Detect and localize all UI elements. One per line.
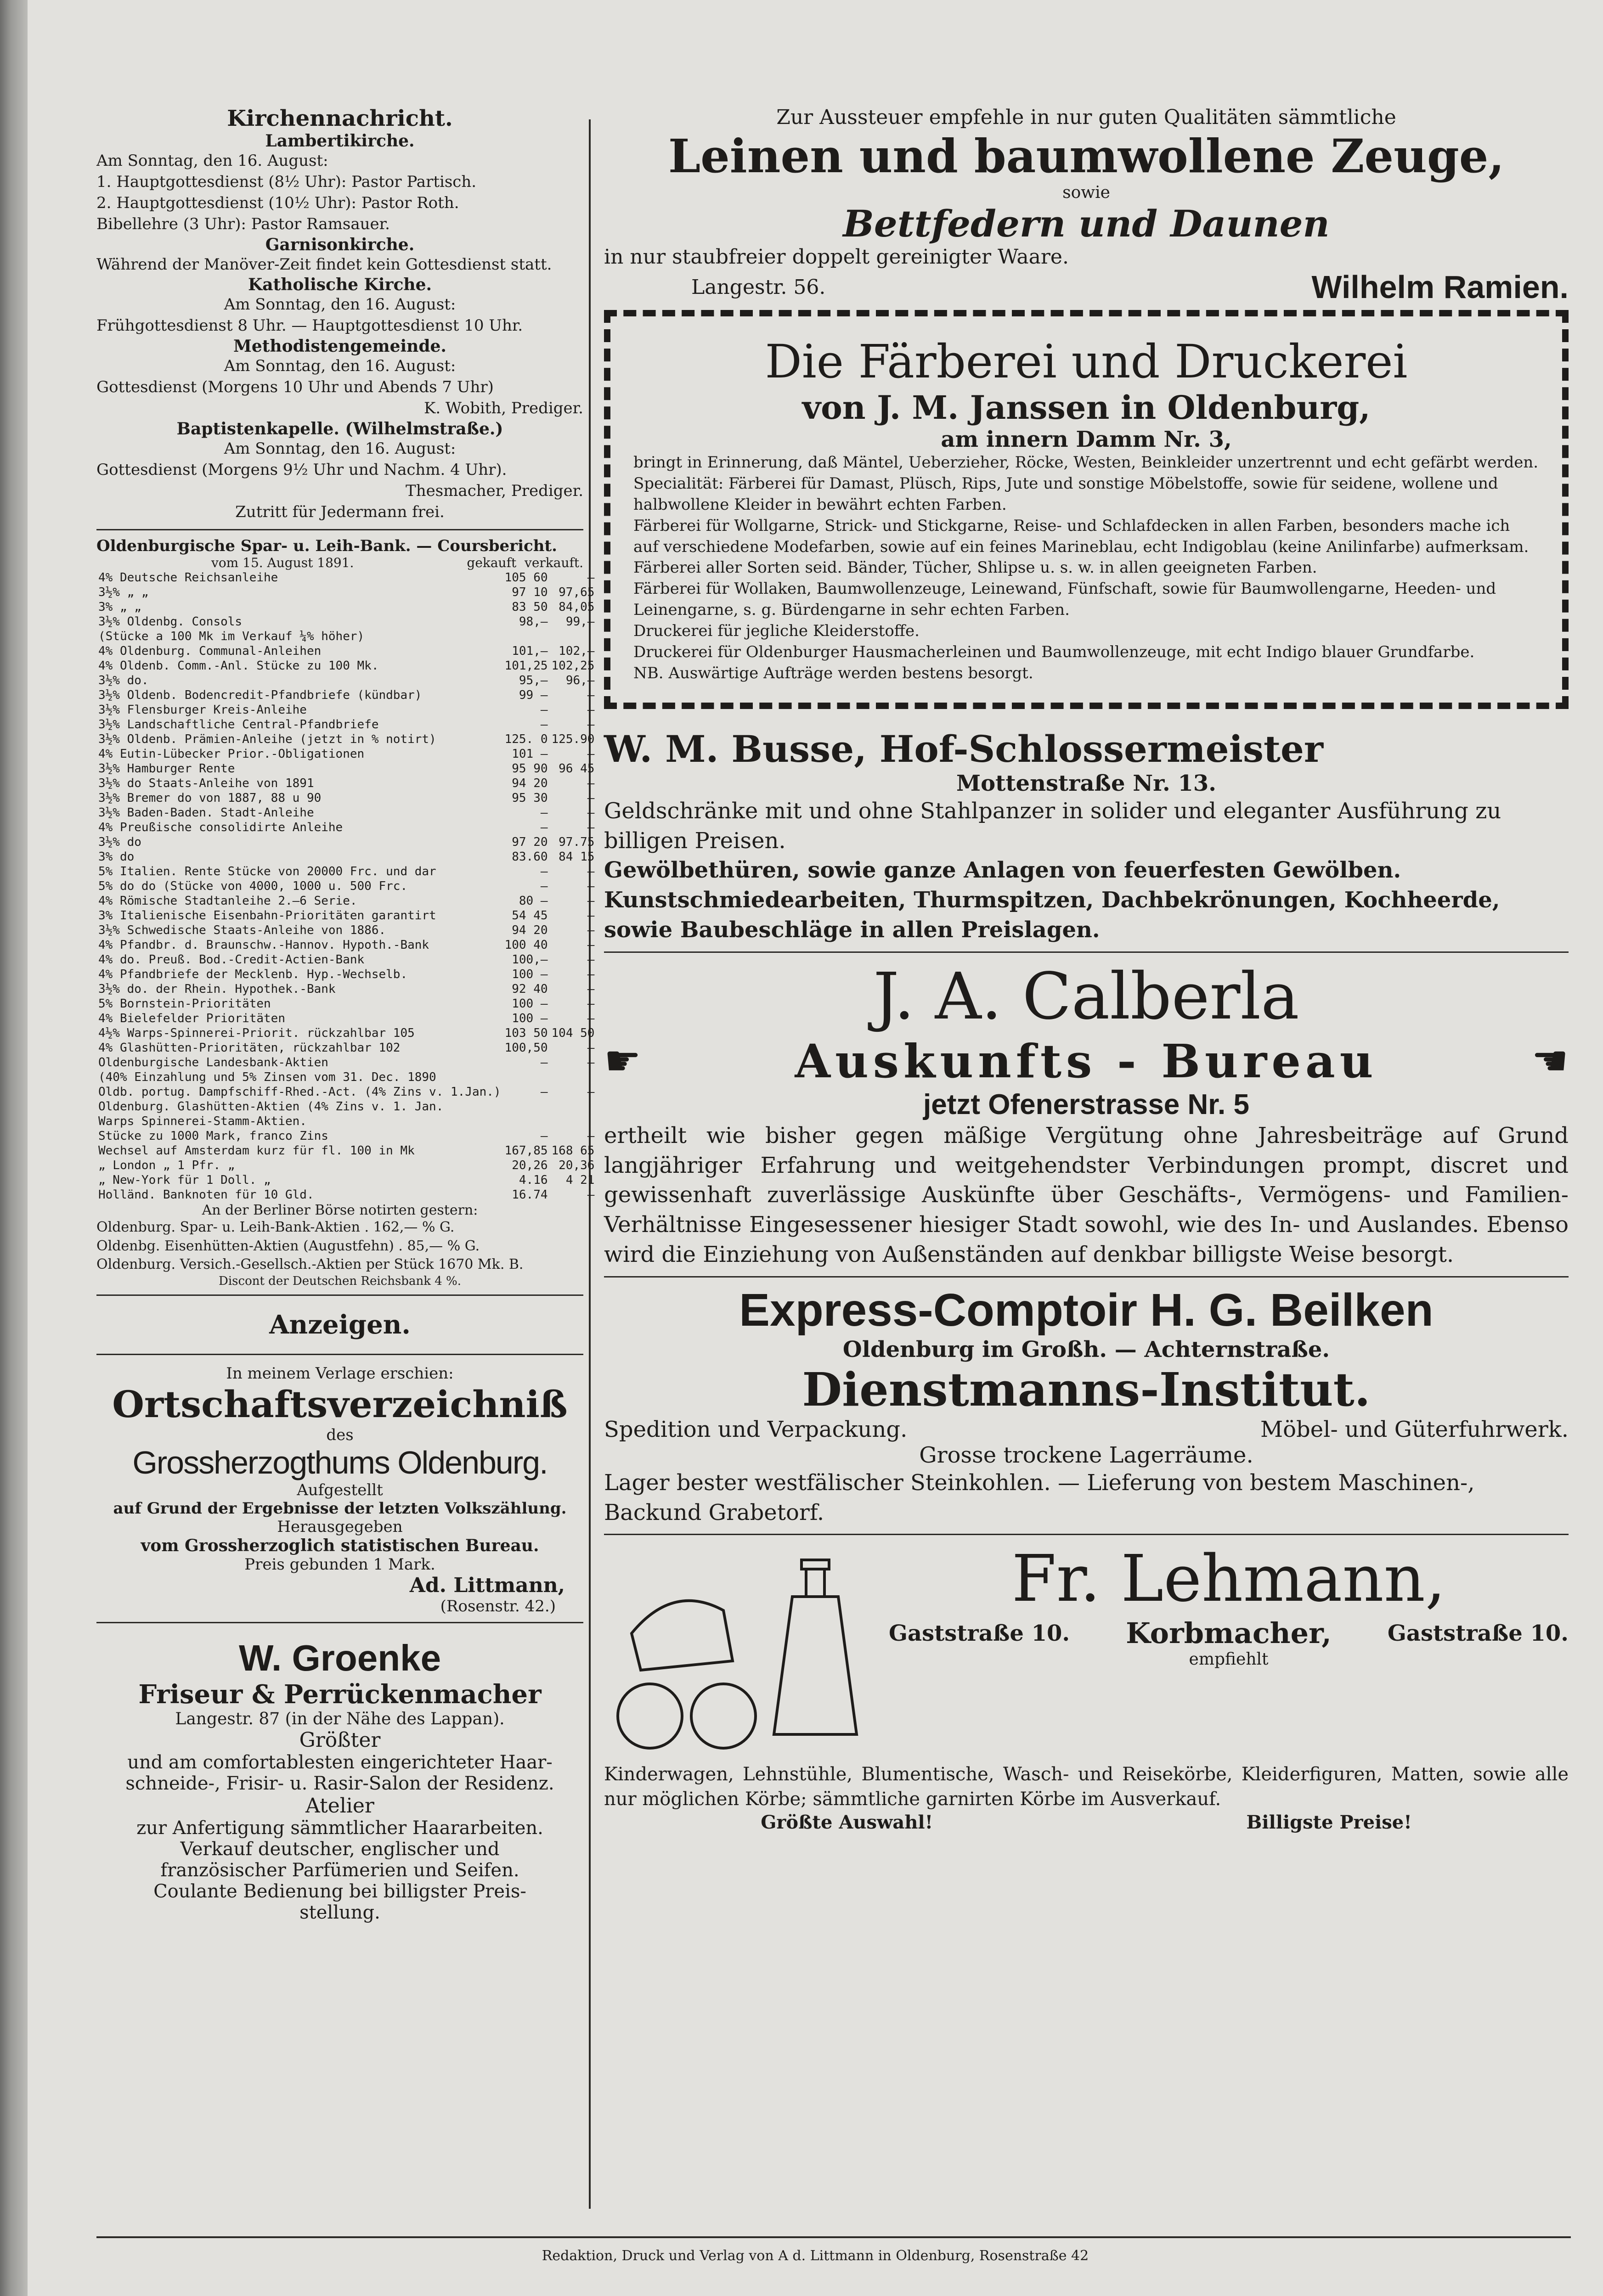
ramien-intro: Zur Aussteuer empfehle in nur guten Qualitäten sämmtliche <box>776 106 1396 129</box>
kurs-verkauft <box>550 629 597 644</box>
kurs-verkauft: 97,65 <box>559 585 595 600</box>
kurs-name: 3½% Oldenb. Prämien-Anleihe (jetzt in % notirt) <box>98 732 436 747</box>
kurs-row <box>96 908 596 923</box>
groenke-line: Verkauf deutscher, englischer und <box>180 1838 500 1860</box>
kurs-row <box>96 791 596 805</box>
baptisten-line: Zutritt für Jedermann frei. <box>235 502 445 521</box>
kurs-gekauft: 54 45 <box>512 909 548 923</box>
beilken-row <box>604 1417 1569 1442</box>
left-column <box>96 106 595 1923</box>
kurs-name: Wechsel auf Amsterdam kurz für fl. 100 in Mk <box>98 1144 415 1158</box>
kurs-row <box>96 850 596 864</box>
ramien-footer <box>604 269 1569 305</box>
kirche-title: Kirchennachricht. <box>227 106 453 131</box>
busse-title: W. M. Busse, Hof-Schlossermeister <box>604 727 1324 771</box>
kurs-row <box>96 1085 596 1099</box>
kurs-row <box>96 805 596 820</box>
kurs-verkauft: — <box>587 791 595 805</box>
kurs-row <box>96 1143 596 1158</box>
kurs-verkauft: — <box>587 909 595 923</box>
ramien-headline: Leinen und baumwollene Zeuge, <box>668 129 1505 183</box>
kurs-date: vom 15. August 1891. <box>211 555 354 571</box>
kurs-row <box>96 938 596 952</box>
divider <box>604 1276 1569 1277</box>
kurs-name: 4% Pfandbr. d. Braunschw.-Hannov. Hypoth.-Bank <box>98 938 429 952</box>
kurs-verkauft: 84 15 <box>559 850 595 864</box>
kurs-verkauft <box>550 1114 597 1129</box>
kurs-name: 3½% do Staats-Anleihe von 1891 <box>98 777 314 791</box>
kurs-row <box>96 747 596 761</box>
katholisch-line: Frühgottesdienst 8 Uhr. — Hauptgottesdienst 10 Uhr. <box>96 316 523 335</box>
kurs-gekauft: 94 20 <box>512 923 548 938</box>
divider <box>96 1622 583 1623</box>
kurs-gekauft: — <box>540 1129 548 1143</box>
janssen-para: Druckerei für jegliche Kleiderstoffe. <box>633 622 920 641</box>
kurs-name: (Stücke a 100 Mk im Verkauf ¼% höher) <box>98 630 365 644</box>
kurs-gekauft: 95 90 <box>512 762 548 776</box>
kurs-verkauft: 4 21 <box>565 1173 595 1187</box>
methodisten-heading: Methodistengemeinde. <box>233 337 446 356</box>
kurs-gekauft: 4.16 <box>519 1173 548 1187</box>
kurs-verkauft: 96,— <box>565 674 595 688</box>
kurs-verkauft: — <box>587 1188 595 1202</box>
kurs-name: 3½% „ „ <box>98 585 149 600</box>
kurs-row <box>96 644 596 658</box>
kurs-row <box>96 894 596 908</box>
janssen-para: Specialität: Färberei für Damast, Plüsch, Rips, Jute und sonstige Möbelstoffe, sowie für seidene, wollene und halbwollene Kleider in bewährt echten Farben. <box>633 474 1498 514</box>
groenke-address: Langestr. 87 (in der Nähe des Lappan). <box>175 1709 505 1728</box>
kurs-row <box>96 732 596 747</box>
katholisch-line: Am Sonntag, den 16. August: <box>224 295 456 314</box>
kurs-row <box>96 761 596 776</box>
methodisten-line: K. Wobith, Prediger. <box>423 399 583 418</box>
kurs-verkauft: — <box>587 938 595 952</box>
kurs-name: 3½% Baden-Baden. Stadt-Anleihe <box>98 806 314 820</box>
kurs-gekauft: — <box>540 821 548 835</box>
newspaper-page <box>28 0 1603 2296</box>
janssen-para: Färberei für Wollgarne, Strick- und Stickgarne, Reise- und Schlafdecken in allen Farben, besonders mache ich auf verschiedene Modefarben, sowie auf ein feines Marineblau, echt Indigoblau (keine Anilinfarbe) aufmerksam. <box>633 516 1529 556</box>
kurs-name: 4% Pfandbriefe der Mecklenb. Hyp.-Wechselb. <box>98 968 408 982</box>
kurs-gekauft: — <box>540 879 548 894</box>
kurs-verkauft: — <box>587 821 595 835</box>
berlin-line: Oldenburg. Versich.-Gesellsch.-Aktien per Stück 1670 Mk. B. <box>96 1256 524 1273</box>
kurs-gekauft: 103 50 <box>504 1026 548 1041</box>
methodisten-line: Am Sonntag, den 16. August: <box>224 357 456 376</box>
kurs-gekauft: 101 — <box>512 747 548 761</box>
methodisten-line: Gottesdienst (Morgens 10 Uhr und Abends 7 Uhr) <box>96 378 494 397</box>
kurs-verkauft: — <box>587 923 595 938</box>
kurs-name: 5% Bornstein-Prioritäten <box>98 997 271 1011</box>
kurs-row <box>96 1114 596 1129</box>
kurs-row <box>96 1055 596 1070</box>
pointing-hand-left-icon: ☚ <box>1531 1037 1569 1086</box>
kurs-name: 3% „ „ <box>98 600 141 614</box>
beilken-title: Express-Comptoir H. G. Beilken <box>739 1284 1434 1336</box>
kurs-row <box>96 1041 596 1055</box>
kurs-verkauft: 20,36 <box>559 1159 595 1173</box>
lehmann-empfiehlt: empfiehlt <box>1189 1650 1269 1669</box>
kurs-row <box>96 673 596 688</box>
kurs-gekauft: 83 50 <box>512 600 548 614</box>
kurs-gekauft: — <box>540 703 548 717</box>
busse-line: Kunstschmiedearbeiten, Thurmspitzen, Dachbekrönungen, Kochheerde, sowie Baubeschläge in allen Preislagen. <box>604 887 1500 943</box>
ramien-line: in nur staubfreier doppelt gereinigter Waare. <box>604 245 1069 269</box>
kurs-gekauft: 167,85 <box>504 1144 548 1158</box>
kurs-name: (40% Einzahlung und 5% Zinsen vom 31. Dec. 1890 <box>98 1070 436 1085</box>
kurs-row <box>96 952 596 967</box>
ramien-address: Langestr. 56. <box>691 275 826 299</box>
lehmann-footer <box>604 1812 1569 1833</box>
lamberti-line: Bibellehre (3 Uhr): Pastor Ramsauer. <box>96 214 390 233</box>
kurs-gekauft: 83.60 <box>512 850 548 864</box>
kurs-verkauft: — <box>587 1085 595 1099</box>
kurs-name: 3½% do. der Rhein. Hypothek.-Bank <box>98 982 336 996</box>
pointing-hand-right-icon: ☛ <box>604 1037 641 1086</box>
kurs-row <box>96 614 596 629</box>
kurs-name: 4% Deutsche Reichsanleihe <box>98 571 278 585</box>
kurs-name: 4% Oldenburg. Communal-Anleihen <box>98 644 322 658</box>
lamberti-line: 1. Hauptgottesdienst (8½ Uhr): Pastor Partisch. <box>96 172 477 191</box>
kurs-name: 3½% Hamburger Rente <box>98 762 235 776</box>
berlin-title: An der Berliner Börse notirten gestern: <box>202 1202 478 1219</box>
kurs-verkauft: — <box>587 1129 595 1143</box>
kurs-name: 3½% Landschaftliche Central-Pfandbriefe <box>98 718 379 732</box>
verlag-line: auf Grund der Ergebnisse der letzten Volkszählung. <box>113 1499 567 1518</box>
groenke-line: Größter <box>299 1728 381 1752</box>
janssen-subtitle: von J. M. Janssen in Oldenburg, <box>802 388 1371 427</box>
ramien-headline2: Bettfedern und Daunen <box>843 202 1330 245</box>
janssen-ad <box>604 310 1569 709</box>
kurs-gekauft: 92 40 <box>512 982 548 996</box>
kurs-gekauft: 101,— <box>512 644 548 658</box>
kurs-name: 3% do <box>98 850 135 864</box>
divider <box>96 1354 583 1355</box>
kurs-name: 5% do do (Stücke von 4000, 1000 u. 500 Frc. <box>98 879 408 894</box>
groenke-name: W. Groenke <box>238 1637 441 1678</box>
kurs-gekauft: 99 — <box>519 688 548 703</box>
kurs-verkauft: — <box>587 703 595 717</box>
kurs-verkauft: 168 65 <box>551 1144 595 1158</box>
calberla-bureau-row <box>604 1034 1569 1088</box>
kurs-col-verkauft: verkauft. <box>525 555 583 571</box>
busse-line: Geldschränke mit und ohne Stahlpanzer in solider und eleganter Ausführung zu billigen Preisen. <box>604 798 1501 854</box>
lehmann-row <box>889 1616 1569 1650</box>
kurs-row <box>96 658 596 673</box>
lamberti-line: Am Sonntag, den 16. August: <box>96 152 328 170</box>
kurs-verkauft: — <box>587 879 595 894</box>
lamberti-line: 2. Hauptgottesdienst (10½ Uhr): Pastor Roth. <box>96 193 459 212</box>
kurs-row <box>96 879 596 894</box>
garnison-text: Während der Manöver-Zeit findet kein Gottesdienst statt. <box>96 255 552 274</box>
groenke-line: zur Anfertigung sämmtlicher Haararbeiten. <box>136 1817 543 1839</box>
verlag-line: vom Grossherzoglich statistischen Bureau. <box>141 1536 539 1555</box>
kurs-header <box>96 555 583 570</box>
kurs-verkauft: 102,— <box>559 644 595 658</box>
kurs-title: Oldenburgische Spar- u. Leih-Bank. — Coursbericht. <box>96 537 557 556</box>
groenke-trade: Friseur & Perrückenmacher <box>138 1679 542 1710</box>
kurs-name: Oldenburg. Glashütten-Aktien (4% Zins v. 1. Jan. <box>98 1100 444 1114</box>
lehmann-address-left: Gaststraße 10. <box>889 1620 1070 1646</box>
kurs-name: 3½% Bremer do von 1887, 88 u 90 <box>98 791 322 805</box>
imprint: Redaktion, Druck und Verlag von A d. Littmann in Oldenburg, Rosenstraße 42 <box>542 2248 1089 2264</box>
kurs-verkauft: 97.75 <box>559 835 595 850</box>
baptisten-line: Gottesdienst (Morgens 9½ Uhr und Nachm. 4 Uhr). <box>96 460 507 479</box>
kurs-name: 4% do. Preuß. Bod.-Credit-Actien-Bank <box>98 953 365 967</box>
kurs-col-gekauft: gekauft <box>467 555 517 571</box>
busse-address: Mottenstraße Nr. 13. <box>956 770 1216 796</box>
kurs-row <box>96 585 596 600</box>
verlag-line: Preis gebunden 1 Mark. <box>244 1555 435 1574</box>
kurs-name: 4% Eutin-Lübecker Prior.-Obligationen <box>98 747 365 761</box>
busse-line: Gewölbethüren, sowie ganze Anlagen von feuerfesten Gewölben. <box>604 857 1401 884</box>
kurs-gekauft: 100 — <box>512 1012 548 1026</box>
kurs-gekauft: — <box>540 1056 548 1070</box>
kurs-name: Stücke zu 1000 Mark, franco Zins <box>98 1129 328 1143</box>
berlin-line: Oldenburg. Spar- u. Leih-Bank-Aktien . 162,— % G. <box>96 1219 455 1236</box>
divider <box>604 1534 1569 1535</box>
kurs-gekauft <box>503 1099 550 1114</box>
beilken-left: Spedition und Verpackung. <box>604 1416 908 1442</box>
calberla-bureau: Auskunfts - Bureau <box>795 1034 1378 1088</box>
kurs-verkauft: 125.90 <box>551 732 595 747</box>
kurs-name: 4% Bielefelder Prioritäten <box>98 1012 285 1026</box>
kurs-gekauft: — <box>540 718 548 732</box>
kurs-row <box>96 1099 596 1114</box>
verlag-address: (Rosenstr. 42.) <box>440 1597 556 1615</box>
kurs-verkauft: — <box>587 865 595 879</box>
groenke-line: stellung. <box>299 1902 380 1923</box>
calberla-text: ertheilt wie bisher gegen mäßige Vergütung ohne Jahresbeiträge auf Grund langjähriger Erfahrung und weitgehendster Verbindungen prompt, discret und gewissenhaft zuverlässige Auskünfte über Geschäfts-, Vermögens- und Familien-Verhältnisse Eingesessener hiesiger Stadt sowohl, wie des In- und Auslandes. Ebenso wird die Einziehung von Außenständen auf denkbar billigste Weise besorgt. <box>604 1122 1569 1267</box>
kurs-row <box>96 923 596 938</box>
beilken-institut: Dienstmanns-Institut. <box>802 1362 1371 1417</box>
verlag-subtitle: Grossherzogthums Oldenburg. <box>132 1444 548 1480</box>
kurs-name: 4% Preußische consolidirte Anleihe <box>98 821 343 835</box>
groenke-line: und am comfortablesten eingerichteter Haar- <box>127 1751 553 1773</box>
kurs-row <box>96 776 596 791</box>
kurs-row <box>96 1011 596 1026</box>
berlin-line: Oldenbg. Eisenhütten-Aktien (Augustfehn) . 85,— % G. <box>96 1238 480 1254</box>
lehmann-l1: Größte Auswahl! <box>761 1812 933 1834</box>
kurs-name: 4% Oldenb. Comm.-Anl. Stücke zu 100 Mk. <box>98 659 379 673</box>
kurs-name: 3½% do <box>98 835 141 850</box>
kurs-verkauft: — <box>587 688 595 703</box>
kurs-verkauft: 99,— <box>565 615 595 629</box>
kurs-verkauft: — <box>587 968 595 982</box>
beilken-lager: Grosse trockene Lagerräume. <box>919 1442 1253 1468</box>
kurs-gekauft: 100,50 <box>504 1041 548 1055</box>
janssen-para: Färberei aller Sorten seid. Bänder, Tücher, Shlipse u. s. w. in allen geeigneten Farben. <box>633 558 1317 577</box>
groenke-line: französischer Parfümerien und Seifen. <box>160 1859 519 1881</box>
divider <box>96 529 583 530</box>
kurs-name: 5% Italien. Rente Stücke von 20000 Frc. und dar <box>98 865 436 879</box>
kurs-gekauft: 16.74 <box>512 1188 548 1202</box>
beilken-right: Möbel- und Güterfuhrwerk. <box>1260 1416 1569 1442</box>
kurs-name: 3½% Oldenb. Bodencredit-Pfandbriefe (kündbar) <box>98 688 422 703</box>
kurs-verkauft: 96 45 <box>559 762 595 776</box>
kurs-gekauft: 100 — <box>512 968 548 982</box>
kurs-name: „ London „ 1 Pfr. „ <box>98 1159 235 1173</box>
lehmann-trade: Korbmacher, <box>1126 1616 1332 1650</box>
kurs-verkauft <box>550 1099 597 1114</box>
verlag-line: Herausgegeben <box>277 1517 403 1536</box>
kurs-name: 3½% Oldenbg. Consols <box>98 615 243 629</box>
janssen-address: am innern Damm Nr. 3, <box>941 427 1232 452</box>
kurs-name: 3½% do. <box>98 674 149 688</box>
kurs-row <box>96 703 596 717</box>
verlag-des: des <box>326 1425 354 1444</box>
lehmann-name: Fr. Lehmann, <box>1011 1542 1446 1617</box>
kurs-row <box>96 1070 596 1085</box>
lehmann-address-right: Gaststraße 10. <box>1387 1620 1569 1646</box>
kurs-name: Oldenburgische Landesbank-Aktien <box>98 1056 328 1070</box>
divider <box>604 951 1569 953</box>
kurs-gekauft: 100 40 <box>504 938 548 952</box>
lehmann-text: Kinderwagen, Lehnstühle, Blumentische, Wasch- und Reisekörbe, Kleiderfiguren, Matten, sowie alle nur möglichen Körbe; sämmtliche garnirten Körbe im Ausverkauf. <box>604 1764 1569 1810</box>
kurs-gekauft: 105 60 <box>504 571 548 585</box>
kurs-row <box>96 982 596 996</box>
katholisch-heading: Katholische Kirche. <box>248 275 432 295</box>
kurs-row <box>96 820 596 835</box>
kurs-row <box>96 967 596 982</box>
janssen-title: Die Färberei und Druckerei <box>765 335 1408 388</box>
verlag-intro: In meinem Verlage erschien: <box>226 1364 454 1383</box>
verlag-line: Aufgestellt <box>297 1480 383 1499</box>
kurs-name: 4% Glashütten-Prioritäten, rückzahlbar 102 <box>98 1041 401 1055</box>
kurs-row <box>96 1026 596 1041</box>
discont: Discont der Deutschen Reichsbank 4 %. <box>219 1274 461 1288</box>
kurs-row <box>96 570 596 585</box>
kurs-name: 3% Italienische Eisenbahn-Prioritäten garantirt <box>98 909 436 923</box>
kurs-gekauft: — <box>540 1085 548 1099</box>
kurs-verkauft: — <box>587 982 595 996</box>
stroller-woman-illustration <box>604 1542 880 1762</box>
verlag-title: Ortschaftsverzeichniß <box>112 1382 568 1426</box>
right-column <box>604 106 1569 1833</box>
kurs-gekauft: 97 10 <box>512 585 548 600</box>
kurs-name: Warps Spinnerei-Stamm-Aktien. <box>98 1114 307 1129</box>
janssen-para: bringt in Erinnerung, daß Mäntel, Ueberzieher, Röcke, Westen, Beinkleider unzertrennt und echt gefärbt werden. <box>633 453 1539 472</box>
kurs-gekauft <box>503 1070 550 1085</box>
beilken-line: Lager bester westfälischer Steinkohlen. — Lieferung von bestem Maschinen-, Backund Grabetorf. <box>604 1469 1475 1525</box>
kurs-gekauft: 94 20 <box>512 777 548 791</box>
kurs-gekauft: — <box>540 865 548 879</box>
kurs-verkauft: — <box>587 747 595 761</box>
groenke-line: Coulante Bedienung bei billigster Preis- <box>153 1880 526 1902</box>
kurs-row <box>96 1173 596 1187</box>
kurs-verkauft: — <box>587 1012 595 1026</box>
lehmann-ad <box>604 1542 1569 1762</box>
kurs-name: 4½% Warps-Spinnerei-Priorit. rückzahlbar 105 <box>98 1026 415 1041</box>
kurs-row <box>96 864 596 879</box>
kurs-gekauft: 98,— <box>519 615 548 629</box>
kurs-verkauft <box>550 1070 597 1085</box>
kurs-verkauft: — <box>587 1056 595 1070</box>
divider <box>96 1294 583 1296</box>
lamberti-heading: Lambertikirche. <box>265 131 415 151</box>
ramien-sowie: sowie <box>1062 183 1110 202</box>
garnison-heading: Garnisonkirche. <box>265 235 415 254</box>
kurs-verkauft: 102,25 <box>551 659 595 673</box>
kurs-table <box>96 570 596 1202</box>
kurs-row <box>96 1129 596 1143</box>
beilken-address: Oldenburg im Großh. — Achternstraße. <box>842 1336 1330 1362</box>
kurs-row <box>96 996 596 1011</box>
kurs-gekauft: 125. 0 <box>504 732 548 747</box>
groenke-line: Atelier <box>305 1794 374 1818</box>
kurs-verkauft: — <box>587 953 595 967</box>
kurs-gekauft: 95 30 <box>512 791 548 805</box>
kurs-row <box>96 717 596 732</box>
kurs-name: 3½% Schwedische Staats-Anleihe von 1886. <box>98 923 386 938</box>
kurs-row <box>96 835 596 850</box>
kurs-name: 4% Römische Stadtanleihe 2.—6 Serie. <box>98 894 357 908</box>
kurs-name: Oldb. portug. Dampfschiff-Rhed.-Act. (4% Zins v. 1.Jan.) <box>98 1085 501 1099</box>
kurs-name: „ New-York für 1 Doll. „ <box>98 1173 271 1187</box>
kurs-gekauft: — <box>540 806 548 820</box>
calberla-name: J. A. Calberla <box>873 959 1299 1034</box>
bottom-rule <box>96 2236 1571 2238</box>
ramien-name: Wilhelm Ramien. <box>1311 269 1569 305</box>
kurs-gekauft: 95,— <box>519 674 548 688</box>
kurs-row <box>96 1187 596 1202</box>
janssen-nb: NB. Auswärtige Aufträge werden bestens besorgt. <box>633 664 1033 682</box>
kurs-verkauft: — <box>587 718 595 732</box>
kurs-row <box>96 1158 596 1173</box>
kurs-gekauft: 97 20 <box>512 835 548 850</box>
baptisten-line: Am Sonntag, den 16. August: <box>224 439 456 458</box>
kurs-gekauft: 100 — <box>512 997 548 1011</box>
book-spine <box>0 0 28 2296</box>
lehmann-l2: Billigste Preise! <box>1246 1812 1412 1834</box>
kurs-name: 3½% Flensburger Kreis-Anleihe <box>98 703 307 717</box>
anzeigen-title: Anzeigen. <box>269 1309 411 1340</box>
kurs-gekauft: 80 — <box>519 894 548 908</box>
baptisten-line: Thesmacher, Prediger. <box>406 481 583 500</box>
kurs-name: Holländ. Banknoten für 10 Gld. <box>98 1188 314 1202</box>
groenke-line: schneide-, Frisir- u. Rasir-Salon der Residenz. <box>125 1773 554 1794</box>
kurs-verkauft: — <box>587 571 595 585</box>
kurs-verkauft: 104 50 <box>551 1026 595 1041</box>
kurs-verkauft: — <box>587 806 595 820</box>
kurs-gekauft <box>503 1114 550 1129</box>
kurs-gekauft: 101,25 <box>504 659 548 673</box>
kurs-gekauft: 20,26 <box>512 1159 548 1173</box>
janssen-para: Druckerei für Oldenburger Hausmacherleinen und Baumwollenzeuge, mit echt Indigo blauer Grundfarbe. <box>633 643 1475 662</box>
kurs-gekauft: 100,— <box>512 953 548 967</box>
kurs-row <box>96 600 596 614</box>
kurs-verkauft: — <box>587 777 595 791</box>
calberla-address: jetzt Ofenerstrasse Nr. 5 <box>923 1088 1249 1120</box>
kurs-verkauft: — <box>587 1041 595 1055</box>
kurs-gekauft <box>503 629 550 644</box>
baptisten-heading: Baptistenkapelle. (Wilhelmstraße.) <box>176 419 503 439</box>
kurs-row <box>96 688 596 703</box>
kurs-verkauft: — <box>587 997 595 1011</box>
janssen-para: Färberei für Wollaken, Baumwollenzeuge, Leinewand, Fünfschaft, sowie für Baumwollengarne, Heeden- und Leinengarne, s. g. Bürdengarne in sehr echten Farben. <box>633 580 1496 619</box>
kurs-verkauft: 84,05 <box>559 600 595 614</box>
kurs-row <box>96 629 596 644</box>
verlag-publisher: Ad. Littmann, <box>409 1573 565 1597</box>
kurs-verkauft: — <box>587 894 595 908</box>
